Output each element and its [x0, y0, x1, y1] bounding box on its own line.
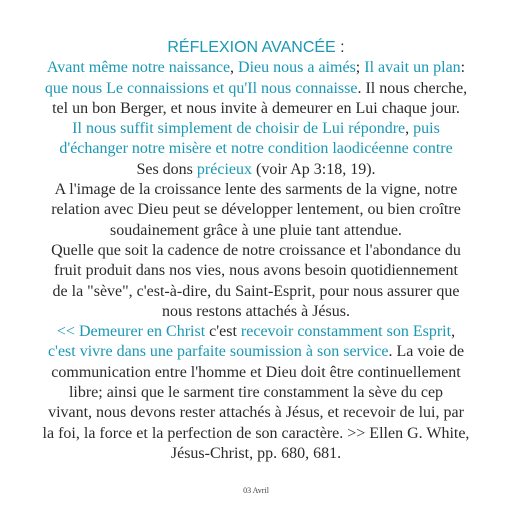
body-text: relation avec Dieu peut se développer lentement, ou bien croître: [51, 201, 461, 219]
highlighted-text: << Demeurer en Christ: [56, 323, 206, 341]
body-text: Quelle que soit la cadence de notre croissance et l'abondance du: [51, 241, 461, 259]
body-text: ,: [405, 120, 414, 138]
body-lines: [4, 58, 508, 464]
body-text: ;: [355, 59, 365, 77]
body-text: ,: [451, 323, 456, 341]
text-line: [4, 282, 508, 302]
highlighted-text: d'échanger notre misère et notre condition laodicéenne contre: [59, 140, 453, 158]
highlighted-text: que nous Le connaissions et qu'Il nous connaisse: [44, 79, 358, 97]
body-text: vivant, nous devons rester attachés à Jésus, et recevoir de lui, par: [48, 404, 464, 422]
text-line: [4, 342, 508, 362]
heading-line: [4, 38, 508, 58]
body-text: libre; ainsi que le sarment tire constamment la sève du cep: [68, 384, 444, 402]
text-line: [4, 139, 508, 159]
highlighted-text: Avant même notre naissance: [46, 59, 231, 77]
text-line: [4, 180, 508, 200]
text-line: [4, 58, 508, 78]
footer-date: 03 Avril: [243, 486, 269, 495]
highlighted-text: précieux: [196, 160, 252, 178]
text-line: [4, 383, 508, 403]
body-text: Jésus-Christ, pp. 680, 681.: [170, 444, 342, 462]
body-text: nous restons attachés à Jésus.: [162, 302, 350, 320]
body-text: de la "sève", c'est-à-dire, du Saint-Esprit, pour nous assurer que: [52, 282, 460, 300]
body-text: :: [460, 59, 466, 77]
text-line: [4, 160, 508, 180]
body-text: fruit produit dans nos vies, nous avons besoin quotidiennement: [54, 262, 458, 280]
text-line: [4, 261, 508, 281]
highlighted-text: Dieu nous a aimés: [238, 59, 356, 77]
text-line: [4, 424, 508, 444]
reflection-text-block: [4, 38, 508, 464]
body-text: (voir Ap 3:18, 19).: [251, 160, 376, 178]
body-text: . Il nous cherche,: [357, 79, 468, 97]
body-text: Ses dons: [136, 160, 197, 178]
text-line: [4, 322, 508, 342]
heading-suffix: :: [335, 39, 345, 56]
body-text: soudainement grâce à une pluie tant attendue.: [110, 221, 402, 239]
body-text: ,: [230, 59, 239, 77]
body-text: tel un bon Berger, et nous invite à demeurer en Lui chaque jour.: [52, 99, 460, 117]
text-line: [4, 119, 508, 139]
text-line: [4, 241, 508, 261]
highlighted-text: recevoir constamment son Esprit: [240, 323, 452, 341]
text-line: [4, 444, 508, 464]
highlighted-text: puis: [413, 120, 440, 138]
text-line: [4, 79, 508, 99]
text-line: [4, 200, 508, 220]
text-line: [4, 403, 508, 423]
text-line: [4, 302, 508, 322]
highlighted-text: Il avait un plan: [364, 59, 461, 77]
body-text: c'est: [205, 323, 241, 341]
text-line: [4, 99, 508, 119]
body-text: A l'image de la croissance lente des sarments de la vigne, notre: [54, 181, 458, 199]
body-text: communication entre l'homme et Dieu doit être continuellement: [51, 363, 461, 381]
body-text: la foi, la force et la perfection de son caractère. >> Ellen G. White,: [42, 424, 470, 442]
text-line: [4, 363, 508, 383]
body-text: . La voie de: [388, 343, 465, 361]
text-line: [4, 221, 508, 241]
highlighted-text: Il nous suffit simplement de choisir de Lui répondre: [72, 120, 406, 138]
heading-title: RÉFLEXION AVANCÉE: [167, 39, 336, 56]
highlighted-text: c'est vivre dans une parfaite soumission à son service: [47, 343, 389, 361]
